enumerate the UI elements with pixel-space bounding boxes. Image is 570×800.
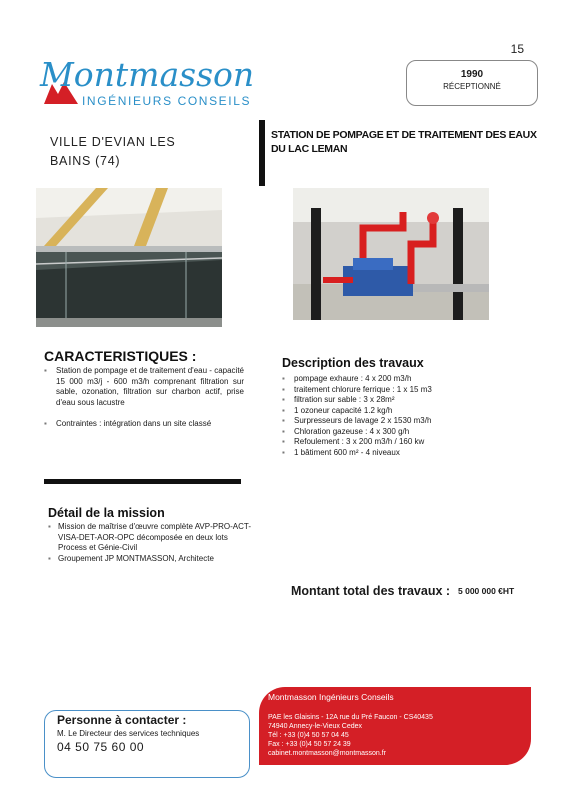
list-item: ▪ pompage exhaure : 4 x 200 m3/h <box>282 374 502 385</box>
status-box <box>406 60 538 106</box>
project-title: STATION DE POMPAGE ET DE TRAITEMENT DES EAUX DU LAC LEMAN <box>271 129 537 155</box>
city-name: VILLE D'EVIAN LES BAINS (74) <box>50 135 176 168</box>
contact-title: Personne à contacter : <box>57 713 187 727</box>
company-email[interactable]: cabinet.montmasson@montmasson.fr <box>268 750 386 757</box>
page-number: 15 <box>510 42 524 56</box>
description-title: Description des travaux <box>282 356 424 370</box>
status-label: RÉCEPTIONNÉ <box>443 82 501 91</box>
logo-subtitle: INGÉNIEURS CONSEILS <box>82 94 252 108</box>
characteristics-list <box>44 366 244 441</box>
list-item: ▪ Refoulement : 3 x 200 m3/h / 160 kw <box>282 437 502 448</box>
mission-title: Détail de la mission <box>48 506 165 520</box>
pumping-station-photo <box>293 188 489 320</box>
characteristics-title: CARACTERISTIQUES : <box>44 348 197 364</box>
contact-phone: 04 50 75 60 00 <box>57 740 145 754</box>
section-divider <box>44 479 241 484</box>
list-item: ▪ 1 ozoneur capacité 1.2 kg/h <box>282 406 502 417</box>
list-item: ▪ Chloration gazeuse : 4 x 300 g/h <box>282 427 502 438</box>
list-item: ▪ Contraintes : intégration dans un site classé <box>44 419 244 430</box>
list-item: ▪ 1 bâtiment 600 m² - 4 niveaux <box>282 448 502 459</box>
mission-list <box>48 522 258 564</box>
logo-brand: Montmasson <box>40 55 255 94</box>
title-divider <box>259 120 265 186</box>
list-item: ▪ Mission de maîtrise d'œuvre complète AVP-PRO-ACT-VISA-DET-AOR-OPC décomposée en deux lots Process et Génie-Civil <box>48 522 258 554</box>
contact-person: M. Le Directeur des services techniques <box>57 729 200 738</box>
list-item: ▪ filtration sur sable : 3 x 28m² <box>282 395 502 406</box>
company-tel: Tél : +33 (0)4 50 57 04 45 <box>268 732 349 739</box>
list-item: ▪ Surpresseurs de lavage 2 x 1530 m3/h <box>282 416 502 427</box>
company-fax: Fax : +33 (0)4 50 57 24 39 <box>268 741 351 748</box>
status-year: 1990 <box>460 69 484 80</box>
filtration-basin-photo <box>36 188 222 327</box>
list-item: ▪ Station de pompage et de traitement d'eau - capacité 15 000 m3/j - 600 m3/h comprenant filtration sur sable, ozonation, filtration sur charbon actif, prise d'eau sous lacustre <box>44 366 244 408</box>
description-list <box>282 374 502 458</box>
list-item: ▪ traitement chlorure ferrique : 1 x 15 m3 <box>282 385 502 396</box>
company-address-line1: PAE les Glaisins - 12A rue du Pré Faucon - CS40435 <box>268 714 433 721</box>
total-amount-label: Montant total des travaux : <box>291 584 451 598</box>
company-name: Montmasson Ingénieurs Conseils <box>268 692 394 702</box>
list-item: ▪ Groupement JP MONTMASSON, Architecte <box>48 554 258 565</box>
company-address-line2: 74940 Annecy-le-Vieux Cedex <box>268 723 363 730</box>
total-amount-value: 5 000 000 €HT <box>458 586 515 596</box>
